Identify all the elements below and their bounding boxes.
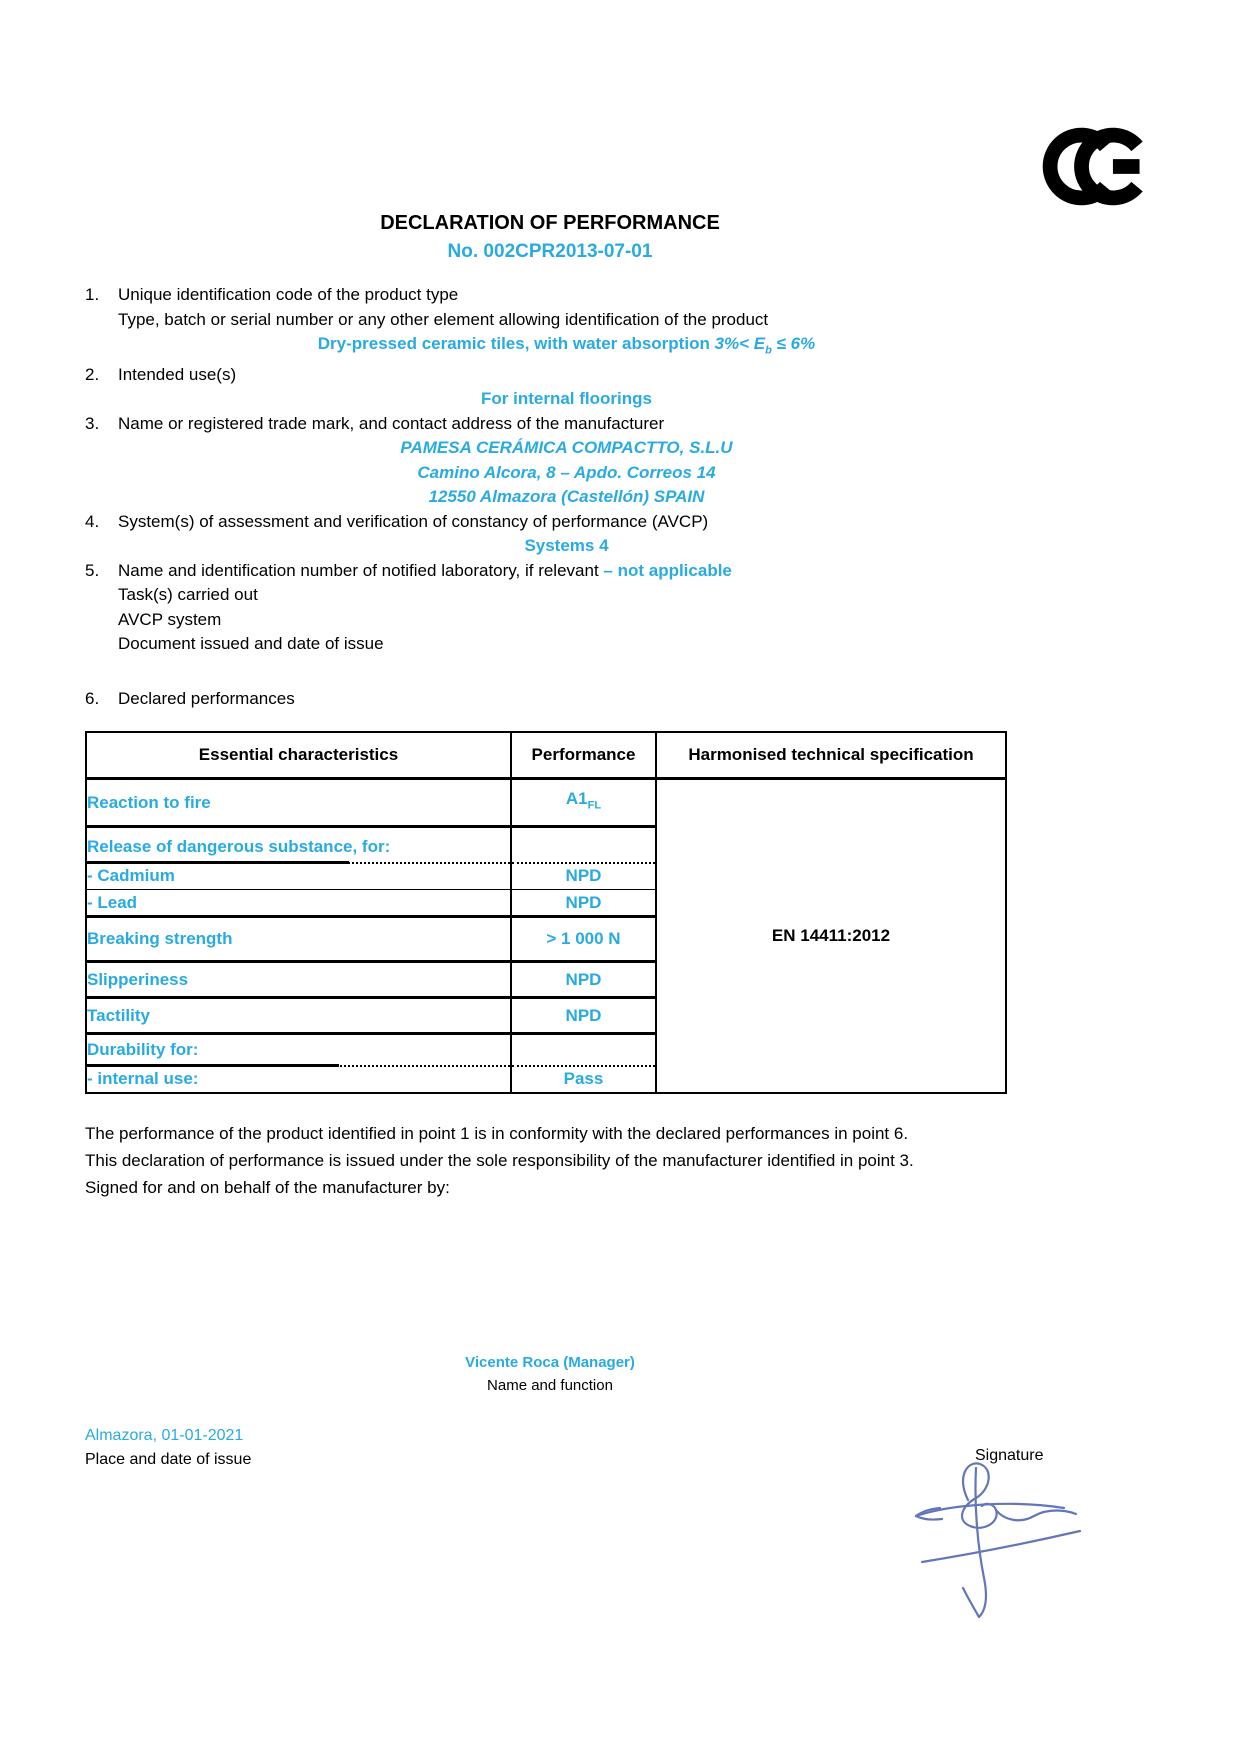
row-performance: NPD bbox=[511, 890, 656, 917]
row-performance bbox=[511, 779, 656, 827]
row-label: Tactility bbox=[86, 998, 511, 1034]
not-applicable-highlight: – not applicable bbox=[603, 560, 732, 580]
point-5-line2: Task(s) carried out bbox=[118, 585, 258, 605]
document-body bbox=[85, 0, 1015, 1397]
declared-performances-table bbox=[85, 731, 1007, 1094]
row-performance: NPD bbox=[511, 998, 656, 1034]
point-1 bbox=[85, 283, 1015, 363]
issue-block bbox=[85, 1424, 251, 1472]
row-performance: > 1 000 N bbox=[511, 917, 656, 962]
document-title: DECLARATION OF PERFORMANCE bbox=[380, 212, 720, 234]
intended-use-value: For internal floorings bbox=[481, 389, 652, 409]
place-and-date-caption: Place and date of issue bbox=[85, 1451, 252, 1468]
row-performance: NPD bbox=[511, 863, 656, 890]
point-1-text: Unique identification code of the product type bbox=[118, 285, 459, 304]
condition-suffix: ≤ 6% bbox=[771, 334, 816, 353]
signatory-caption: Name and function bbox=[487, 1376, 613, 1394]
ce-marking-svg bbox=[1038, 124, 1162, 209]
manufacturer-name: PAMESA CERÁMICA COMPACTTO, S.L.U bbox=[400, 438, 733, 458]
header-harmonised-spec: Harmonised technical specification bbox=[656, 732, 1006, 779]
harmonised-spec-cell: EN 14411:2012 bbox=[656, 779, 1006, 1093]
point-1-number: 1. bbox=[85, 285, 100, 304]
point-5 bbox=[85, 559, 1015, 657]
point-5-number: 5. bbox=[85, 560, 100, 580]
point-4-text: System(s) of assessment and verification of constancy of performance (AVCP) bbox=[118, 511, 709, 531]
signatory-name: Vicente Roca (Manager) bbox=[465, 1353, 635, 1371]
performance-subscript: FL bbox=[587, 799, 602, 812]
point-2 bbox=[85, 363, 1015, 412]
signature-label: Signature bbox=[975, 1447, 1044, 1464]
table-row-reaction-to-fire bbox=[86, 779, 1006, 827]
point-5-text bbox=[118, 559, 1015, 584]
point-2-number: 2. bbox=[85, 364, 100, 384]
point-1-text2: Type, batch or serial number or any other element allowing identification of the product bbox=[118, 309, 769, 329]
row-label: Breaking strength bbox=[86, 917, 511, 962]
product-type-text: Dry-pressed ceramic tiles, with water absorption bbox=[317, 334, 715, 353]
header-performance: Performance bbox=[511, 732, 656, 779]
condition-subscript: b bbox=[765, 344, 772, 357]
ce-marking-icon bbox=[1038, 124, 1162, 217]
point-6-text: Declared performances bbox=[118, 688, 295, 708]
row-label: - internal use: bbox=[86, 1066, 511, 1093]
point-3-text: Name or registered trade mark, and contact address of the manufacturer bbox=[118, 413, 665, 433]
notified-laboratory-text: Name and identification number of notified laboratory, if relevant bbox=[118, 560, 604, 580]
point-4-number: 4. bbox=[85, 511, 100, 531]
closing-line-1: The performance of the product identified in point 1 is in conformity with the declared performances in point 6. bbox=[85, 1123, 909, 1143]
closing-line-2: This declaration of performance is issued under the sole responsibility of the manufacturer identified in point 3. bbox=[85, 1150, 914, 1170]
numbered-points bbox=[85, 283, 1015, 711]
row-label: Release of dangerous substance, for: bbox=[86, 827, 511, 863]
point-4 bbox=[85, 510, 1015, 559]
row-performance bbox=[511, 1034, 656, 1066]
point-1-value bbox=[118, 332, 1015, 363]
avcp-system-value: Systems 4 bbox=[524, 536, 609, 556]
place-and-date: Almazora, 01-01-2021 bbox=[85, 1427, 244, 1444]
manufacturer-address-2: 12550 Almazora (Castellón) SPAIN bbox=[428, 487, 705, 507]
closing-paragraph bbox=[85, 1120, 1160, 1201]
point-3-number: 3. bbox=[85, 413, 100, 433]
point-5-line4: Document issued and date of issue bbox=[118, 634, 384, 654]
point-6 bbox=[85, 687, 1015, 712]
row-label: Slipperiness bbox=[86, 962, 511, 998]
performance-value: A1 bbox=[565, 789, 588, 809]
header-essential-characteristics: Essential characteristics bbox=[86, 732, 511, 779]
point-6-number: 6. bbox=[85, 688, 100, 708]
table-header-row bbox=[86, 732, 1006, 779]
document-number: No. 002CPR2013-07-01 bbox=[447, 241, 653, 262]
condition-symbol: E bbox=[753, 334, 766, 353]
manufacturer-address-1: Camino Alcora, 8 – Apdo. Correos 14 bbox=[417, 462, 716, 482]
closing-line-3: Signed for and on behalf of the manufacturer by: bbox=[85, 1177, 450, 1197]
row-label: Durability for: bbox=[86, 1034, 511, 1066]
row-label: Reaction to fire bbox=[86, 779, 511, 827]
row-performance bbox=[511, 827, 656, 863]
point-5-line3: AVCP system bbox=[118, 609, 222, 629]
point-2-text: Intended use(s) bbox=[118, 364, 237, 384]
condition-prefix: 3%< bbox=[714, 334, 754, 353]
signatory-block bbox=[85, 1351, 1015, 1397]
water-absorption-condition bbox=[714, 334, 816, 357]
point-3 bbox=[85, 412, 1015, 510]
row-performance: NPD bbox=[511, 962, 656, 998]
row-label: - Lead bbox=[86, 890, 511, 917]
row-performance: Pass bbox=[511, 1066, 656, 1093]
row-label: - Cadmium bbox=[86, 863, 511, 890]
signature-scribble bbox=[852, 1458, 1082, 1623]
